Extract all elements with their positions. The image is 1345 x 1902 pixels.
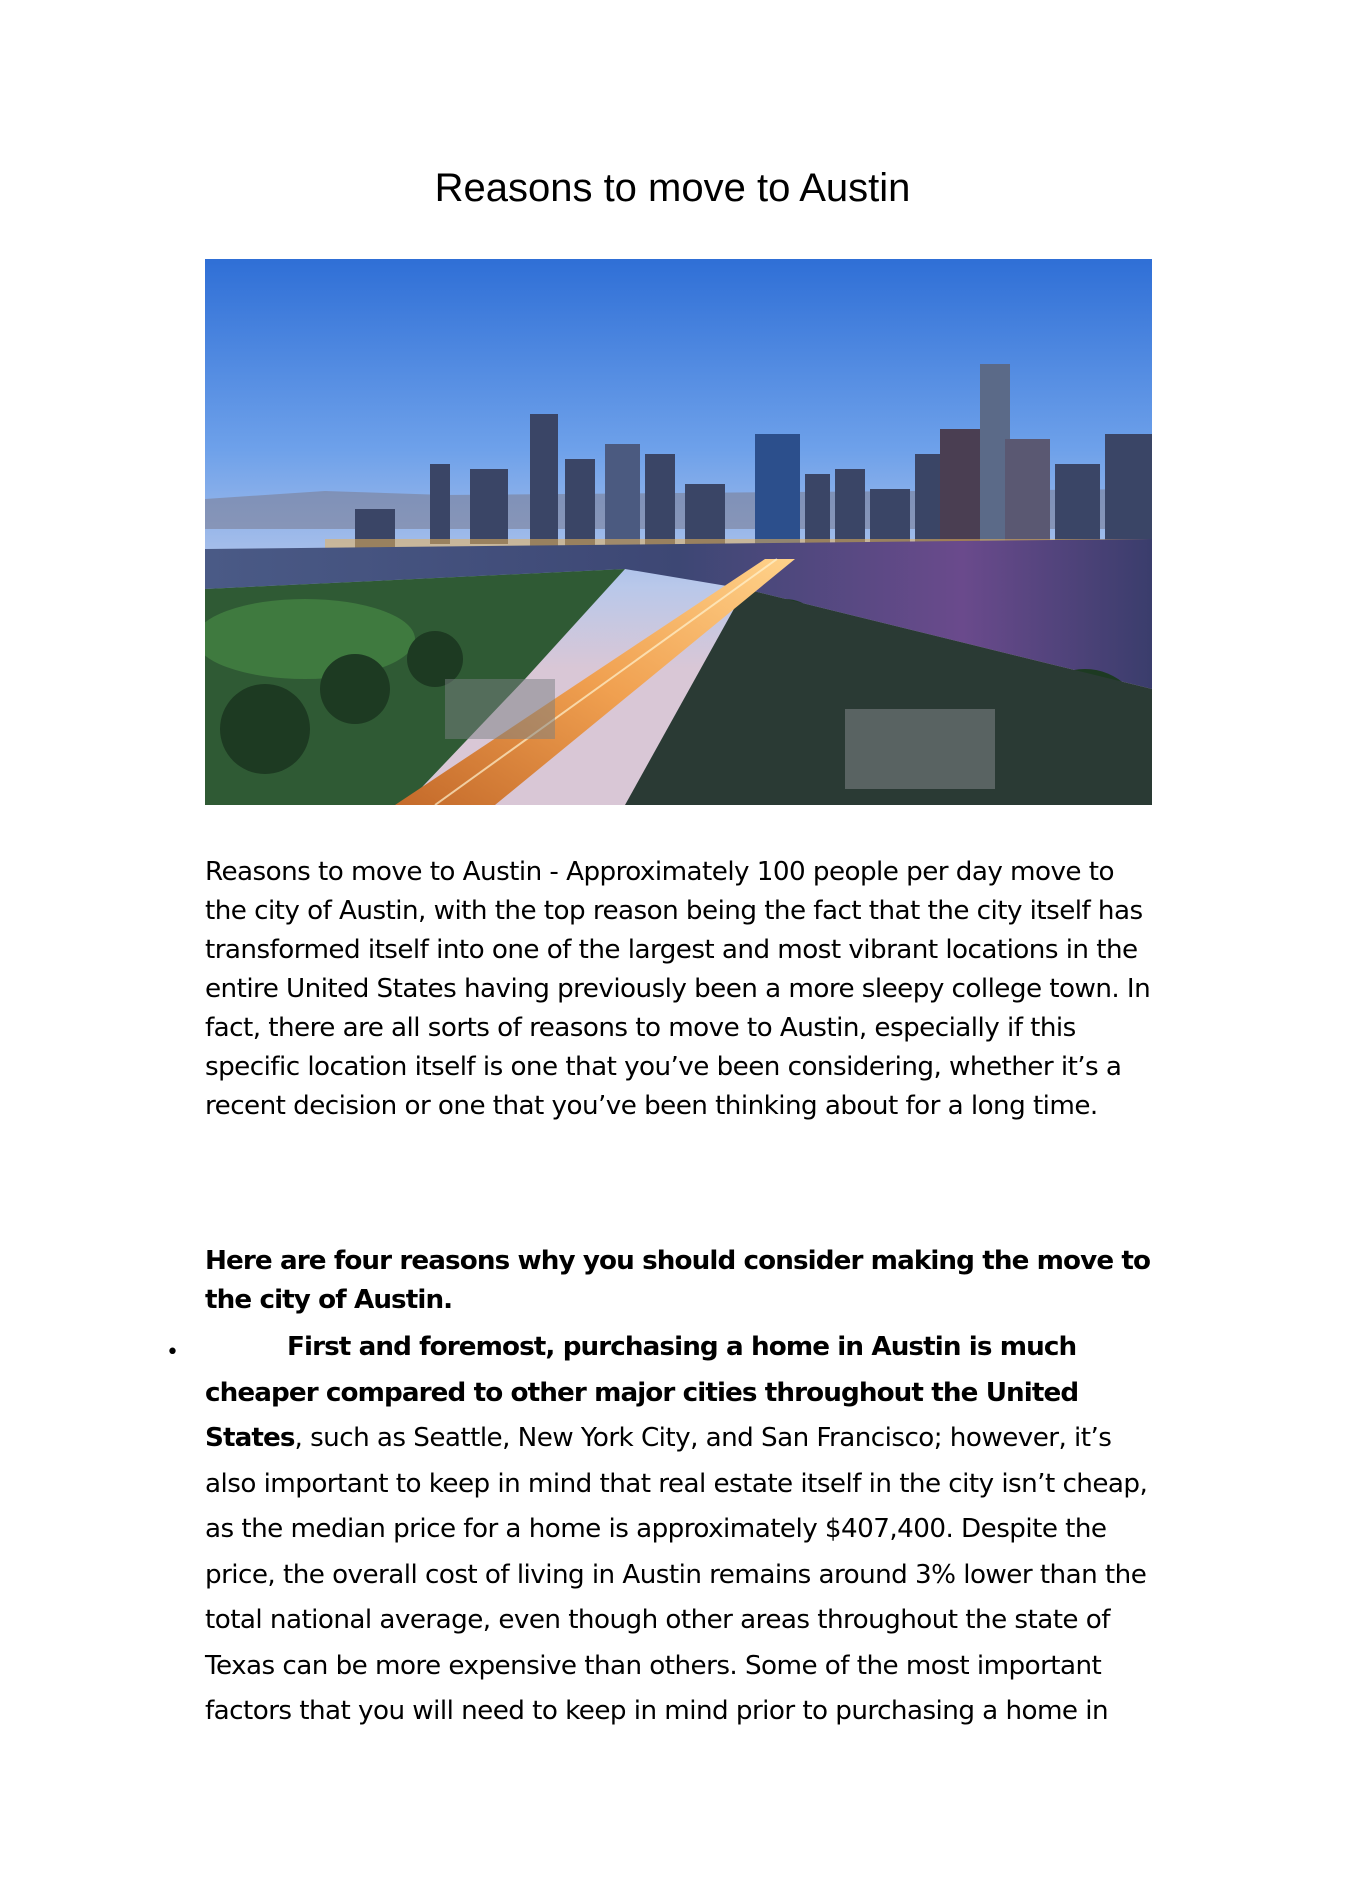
hero-image <box>205 259 1152 805</box>
list-item <box>205 1325 1155 1735</box>
section-subheading: Here are four reasons why you should consider making the move to the city of Austin. <box>205 1246 1151 1315</box>
page-title: Reasons to move to Austin <box>434 166 911 210</box>
list-item-body: , such as Seattle, New York City, and San Francisco; however, it’s also important to keep in mind that real estate itself in the city isn’t cheap, as the median price for a home is approximately $407,400. Despite the price, the overall cost of living in Austin remains around 3% lower than the total national average, even though other areas throughout the state of Texas can be more expensive than others. Some of the most important factors that you will need to keep in mind prior to purchasing a home in <box>205 1423 1148 1726</box>
list-item-lead: First and foremost, purchasing a home in Austin is much cheaper compared to other major cities throughout the United States <box>205 1332 1079 1453</box>
bullet-marker: • <box>166 1340 179 1365</box>
intro-paragraph: Reasons to move to Austin - Approximately 100 people per day move to the city of Austin, with the top reason being the fact that the city itself has transformed itself into one of the largest and most vibrant locations in the entire United States having previously been a more sleepy college town. In fact, there are all sorts of reasons to move to Austin, especially if this specific location itself is one that you’ve been considering, whether it’s a recent decision or one that you’ve been thinking about for a long time. <box>205 857 1151 1121</box>
